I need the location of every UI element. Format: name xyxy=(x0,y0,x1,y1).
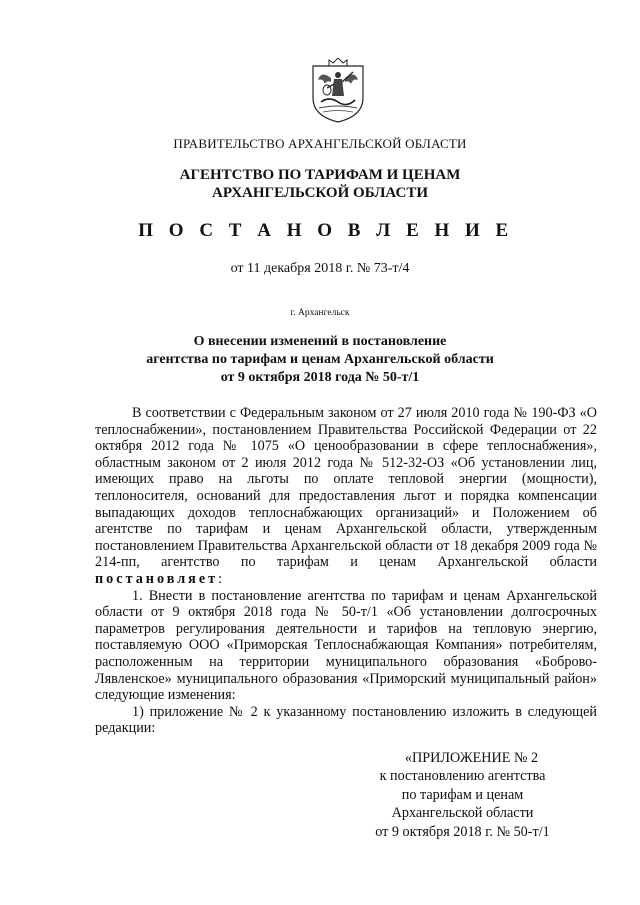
city: г. Архангельск xyxy=(290,308,350,318)
document-body xyxy=(95,405,597,737)
preamble-paragraph xyxy=(95,405,597,588)
subitem-1-paragraph: 1) приложение № 2 к указанному постановлению изложить в следующей редакции: xyxy=(95,703,597,737)
title-line-3: от 9 октября 2018 года № 50-т/1 xyxy=(220,370,420,385)
preamble-text: В соответствии с Федеральным законом от 27 июля 2010 года № 190-ФЗ «О теплоснабжении», постановлением Правительства Российской Федерации от 22 октября 2012 года № 1075 «О ценообразовании в сфере теплоснабжения», областным законом от 2 июля 2012 года № 512-32-ОЗ «Об установлении лиц, имеющих право на льготы по оплате тепловой энергии (мощности), теплоносителя, оснований для предоставления льгот и порядка компенсации выпадающих доходов теплоснабжающих организаций» и Положением об агентстве по тарифам и ценам Архангельской области, утвержденным постановлением Правительства Архангельской области от 18 декабря 2009 года № 214-пп, агентство по тарифам и ценам Архангельской области xyxy=(95,405,597,571)
agency-name xyxy=(0,166,640,202)
item-1-paragraph: 1. Внести в постановление агентства по тарифам и ценам Архангельской области от 9 октября 2018 года № 50-т/1 «Об установлении долгосрочных параметров регулирования деятельности и тарифов на тепловую энергию, поставляемую ООО «Приморская Теплоснабжающая Компания» потребителям, расположенным на территории муниципального образования «Боброво-Лявленское» муниципального образования «Приморский муниципальный район» следующие изменения: xyxy=(95,587,597,704)
government-name: ПРАВИТЕЛЬСТВО АРХАНГЕЛЬСКОЙ ОБЛАСТИ xyxy=(173,136,467,151)
document-title xyxy=(0,333,640,387)
appendix-header xyxy=(355,749,570,841)
appendix-line-5: от 9 октября 2018 г. № 50-т/1 xyxy=(375,823,550,840)
appendix-line-3: по тарифам и ценам xyxy=(401,786,524,803)
appendix-line-1: «ПРИЛОЖЕНИЕ № 2 xyxy=(404,750,539,766)
agency-line-2: АРХАНГЕЛЬСКОЙ ОБЛАСТИ xyxy=(212,185,428,201)
agency-line-1: АГЕНТСТВО ПО ТАРИФАМ И ЦЕНАМ xyxy=(179,167,461,183)
appendix-line-4: Архангельской области xyxy=(391,805,534,822)
title-line-1: О внесении изменений в постановление xyxy=(193,334,447,349)
document-type: П О С Т А Н О В Л Е Н И Е xyxy=(138,220,514,241)
title-line-2: агентства по тарифам и ценам Архангельской области xyxy=(146,352,494,367)
appendix-line-2: к постановлению агентства xyxy=(379,768,546,785)
coat-of-arms-icon xyxy=(309,58,367,124)
decides-word: постановляет xyxy=(95,570,219,587)
date-and-number: от 11 декабря 2018 г. № 73-т/4 xyxy=(230,261,410,276)
decides-colon: : xyxy=(218,570,223,587)
